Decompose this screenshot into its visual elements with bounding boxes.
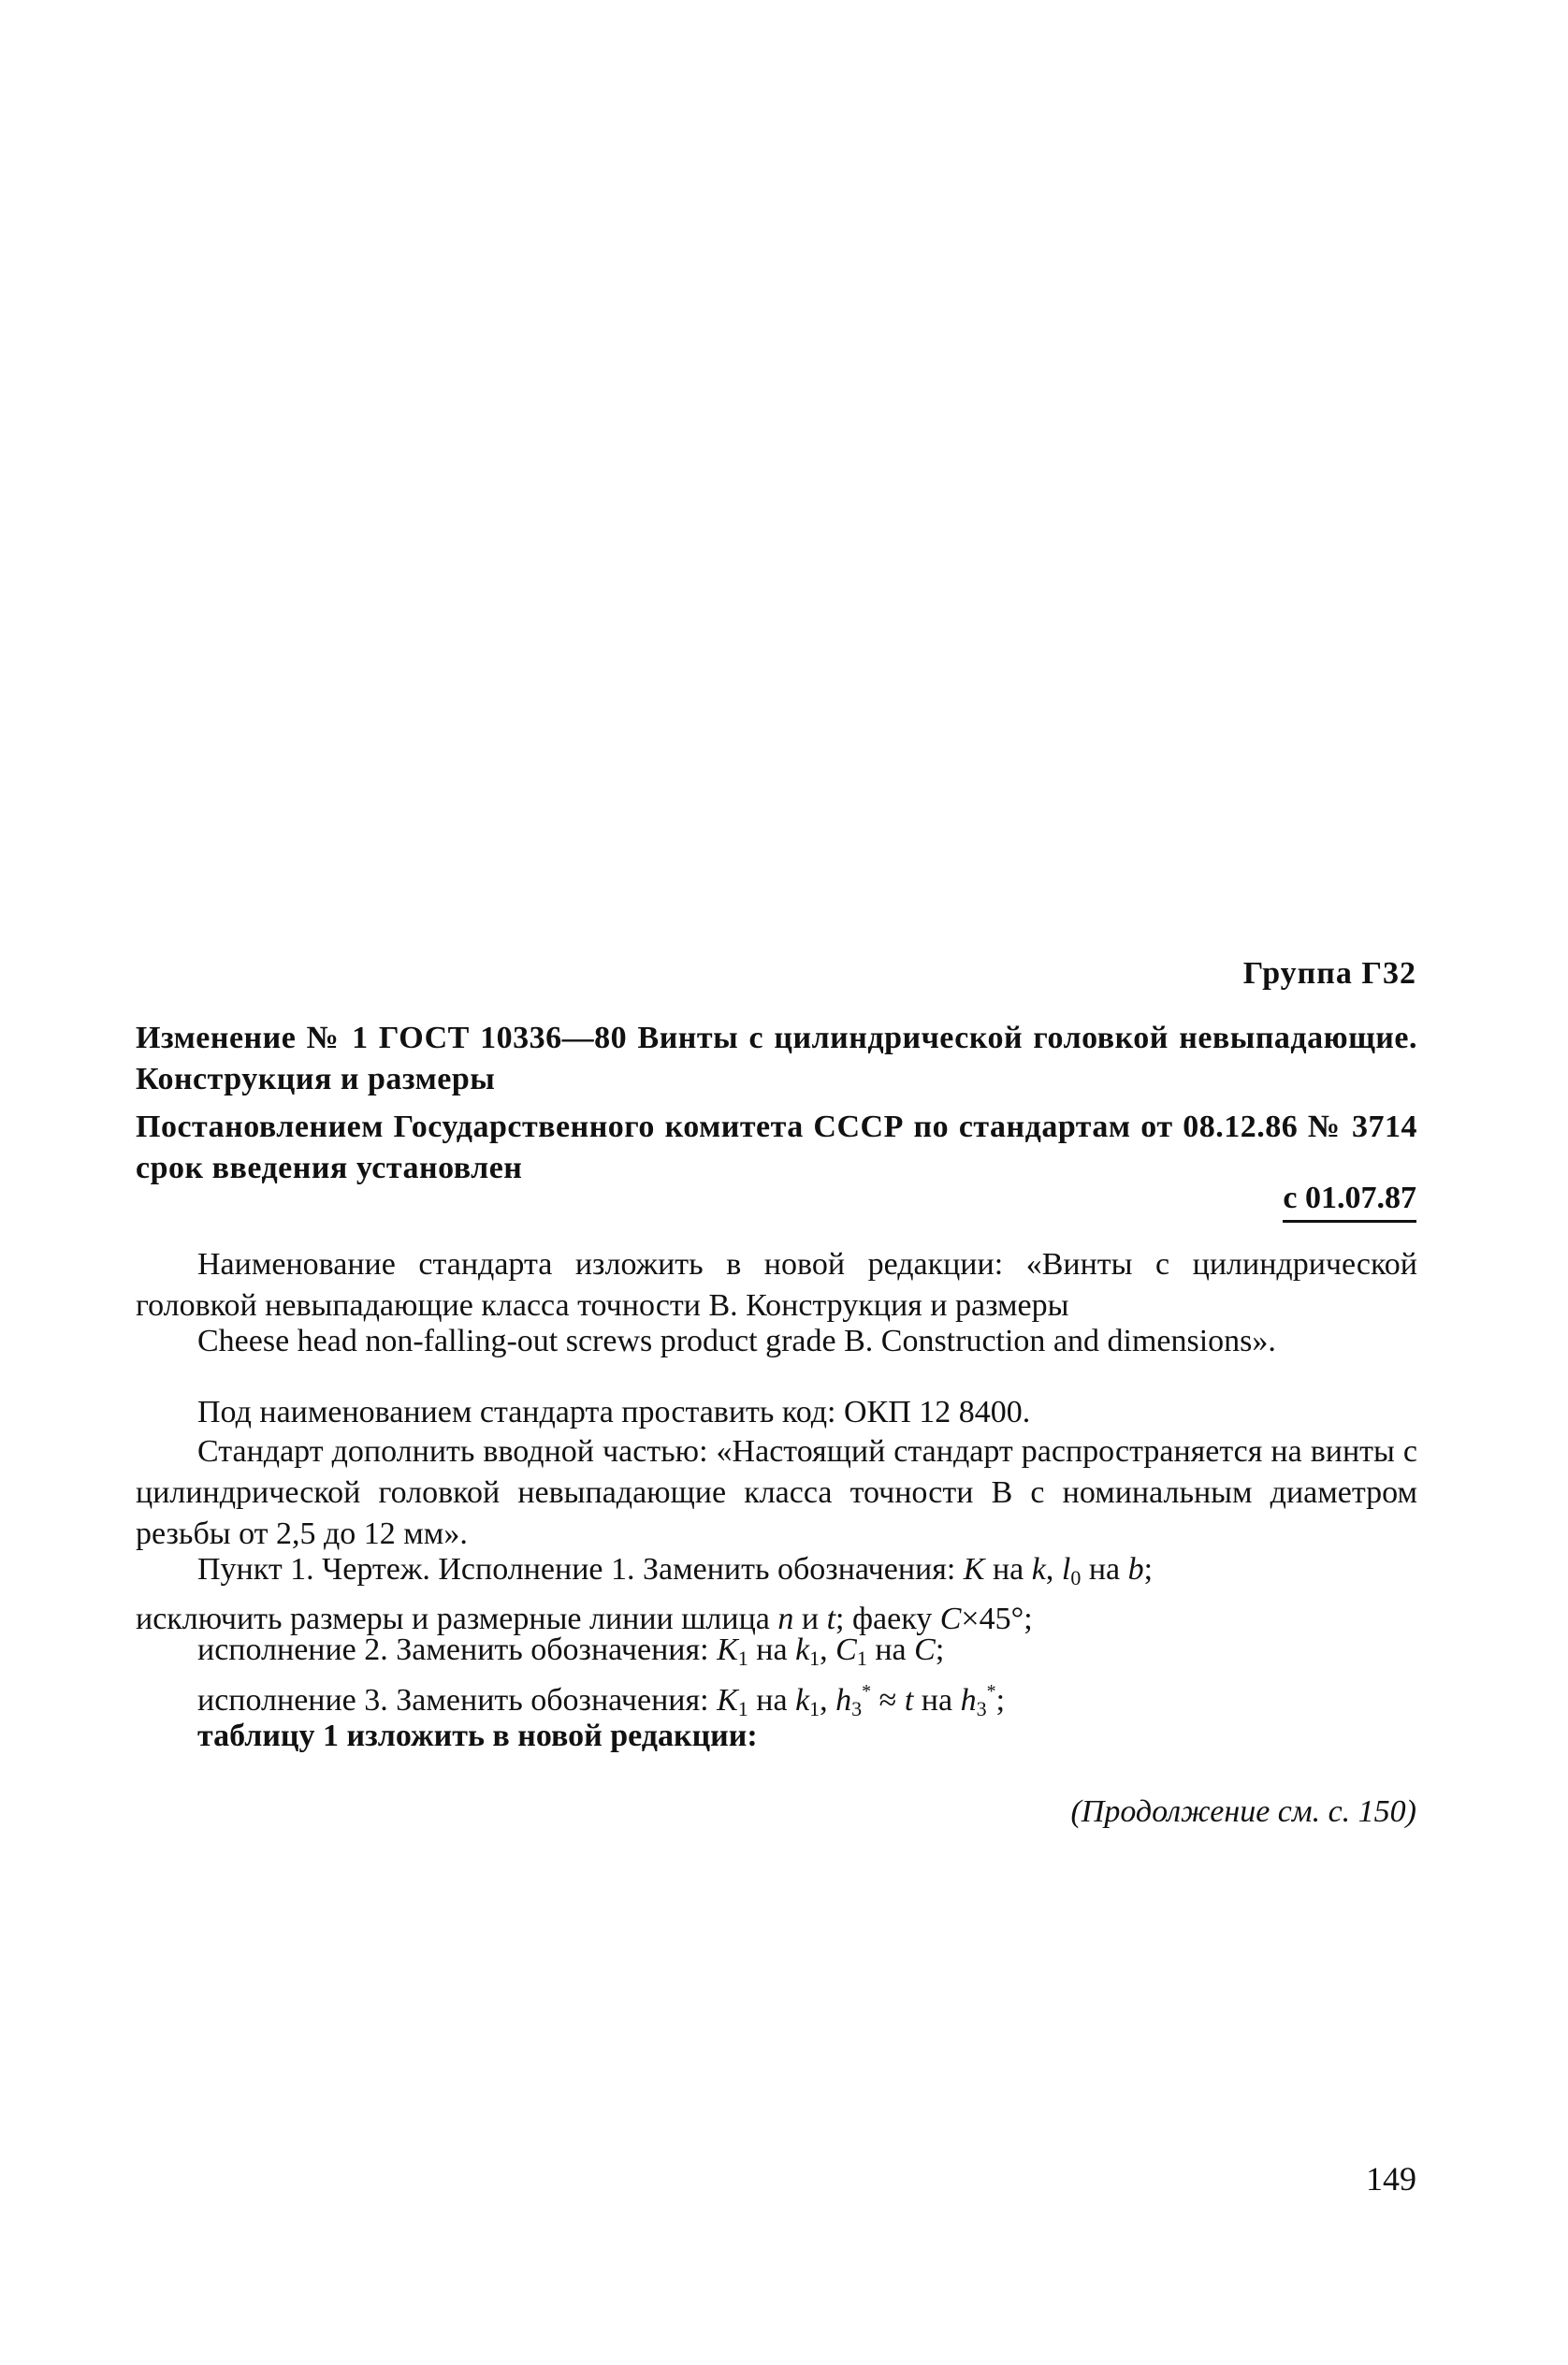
paragraph-text: Под наименованием стандарта проставить код: ОКП 12 8400. bbox=[197, 1395, 1031, 1429]
effective-date-underline bbox=[1283, 1220, 1416, 1223]
decree-text: Постановлением Государственного комитета СССР по стандартам от 08.12.86 № 3714 срок введения установлен bbox=[136, 1110, 1417, 1185]
paragraph-lead: исполнение 2. Заменить обозначения: bbox=[197, 1632, 709, 1667]
paragraph-introduction bbox=[136, 1431, 1417, 1555]
paragraph-point-1 bbox=[136, 1549, 1417, 1640]
paragraph-text: исполнение 3. Заменить обозначения: $K_1$ на $k_1$, $h_3^* \approx t$ на $h_3^*$; bbox=[197, 1681, 1006, 1720]
paragraph-text: исключить размеры и размерные линии шлица n и t; фаеку C×45°; bbox=[136, 1602, 1033, 1636]
paragraph-text: исполнение 2. Заменить обозначения: $K_1$ на $k_1$, $C_1$ на C; bbox=[197, 1632, 945, 1670]
paragraph-text: Стандарт дополнить вводной частью: «Настоящий стандарт распространяется на винты с цилиндрической головкой невыпадающие класса точности B с номинальным диаметром резьбы от 2,5 до 12 мм». bbox=[136, 1434, 1417, 1551]
paragraph-okp-code bbox=[136, 1392, 1417, 1433]
effective-date bbox=[1283, 1181, 1416, 1223]
paragraph-english-title bbox=[136, 1321, 1417, 1362]
page-number: 149 bbox=[1366, 2160, 1416, 2198]
change-title: Изменение № 1 ГОСТ 10336—80 Винты с цилиндрической головкой невыпадающие. Конструкция и размеры bbox=[136, 1021, 1417, 1096]
continuation-note: (Продолжение см. с. 150) bbox=[1070, 1794, 1416, 1829]
paragraph-table-1 bbox=[136, 1716, 1417, 1757]
paragraph-lead: Пункт 1. Чертеж. Исполнение 1. Заменить обозначения: bbox=[197, 1552, 956, 1587]
paragraph-lead: исполнение 3. Заменить обозначения: bbox=[197, 1683, 709, 1718]
paragraph-lead: исключить размеры и размерные линии шлица bbox=[136, 1602, 770, 1636]
effective-date-text: с 01.07.87 bbox=[1283, 1181, 1416, 1215]
paragraph-text: таблицу 1 изложить в новой редакции: bbox=[197, 1719, 758, 1753]
paragraph-text: Пункт 1. Чертеж. Исполнение 1. Заменить обозначения: K на k, $l_0$ на b; bbox=[197, 1552, 1154, 1589]
paragraph-title-change bbox=[136, 1244, 1417, 1327]
group-code: Группа Г32 bbox=[1242, 956, 1416, 991]
paragraph-text: Cheese head non-falling-out screws product grade B. Construction and dimensions». bbox=[197, 1324, 1276, 1358]
paragraph-text: Наименование стандарта изложить в новой редакции: «Винты с цилиндрической головкой невыпадающие класса точности B. Конструкция и размеры bbox=[136, 1247, 1417, 1323]
